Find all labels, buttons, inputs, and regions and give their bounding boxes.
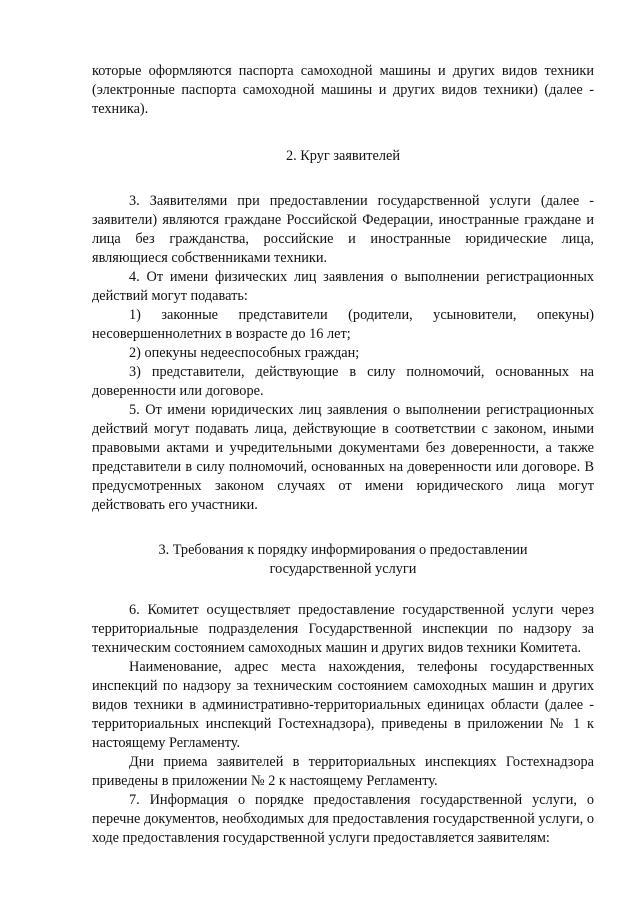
paragraph-6: 6. Комитет осуществляет предоставление государственной услуги через территориальные подразделения Государственной инспекции по надзору за техническим состоянием самоходных машин и других видов техники Комитета. <box>92 602 594 656</box>
paragraph-7: 7. Информация о порядке предоставления государственной услуги, о перечне документов, необходимых для предоставления государственной услуги, о ходе предоставления государственной услуги предоставляется заявителям: <box>92 792 594 846</box>
paragraph-6-c: Дни приема заявителей в территориальных инспекциях Гостехнадзора приведены в приложении № 2 к настоящему Регламенту. <box>92 754 594 789</box>
paragraph-5: 5. От имени юридических лиц заявления о выполнении регистрационных действий могут подавать лица, действующие в соответствии с законом, иными правовыми актами и учредительными документами без доверенности, а также представители в силу полномочий, основанных на доверенности или договоре. В предусмотренных законом случаях от имени юридического лица могут действовать его участники. <box>92 402 594 513</box>
spacer <box>92 579 594 601</box>
paragraph-4-item-2: 2) опекуны недееспособных граждан; <box>129 345 360 361</box>
paragraph-4-item-1: 1) законные представители (родители, усыновители, опекуны) несовершеннолетних в возрасте до 16 лет; <box>92 307 594 342</box>
section-2-title: 2. Круг заявителей <box>285 148 401 164</box>
paragraph-4: 4. От имени физических лиц заявления о выполнении регистрационных действий могут подавать: <box>92 269 594 304</box>
paragraph-4-item-3: 3) представители, действующие в силу полномочий, основанных на доверенности или договоре. <box>92 364 594 399</box>
spacer <box>92 119 594 147</box>
document-page <box>92 62 594 848</box>
spacer <box>92 515 594 541</box>
paragraph-3: 3. Заявителями при предоставлении государственной услуги (далее - заявители) являются граждане Российской Федерации, иностранные граждане и лица без гражданства, российские и иностранные юридические лица, являющиеся собственниками техники. <box>92 193 594 266</box>
intro-paragraph: которые оформляются паспорта самоходной машины и других видов техники (электронные паспорта самоходной машины и других видов техники) (далее - техника). <box>92 63 594 117</box>
section-3-title-line-1: 3. Требования к порядку информирования о предоставлении <box>158 542 528 558</box>
section-3-title-line-2: государственной услуги <box>269 561 417 577</box>
spacer <box>92 166 594 192</box>
paragraph-6-b: Наименование, адрес места нахождения, телефоны государственных инспекций по надзору за техническим состоянием самоходных машин и других видов техники в административно-территориальных единицах области (далее - территориальных инспекций Гостехнадзора), приведены в приложении № 1 к настоящему Регламенту. <box>92 659 594 751</box>
